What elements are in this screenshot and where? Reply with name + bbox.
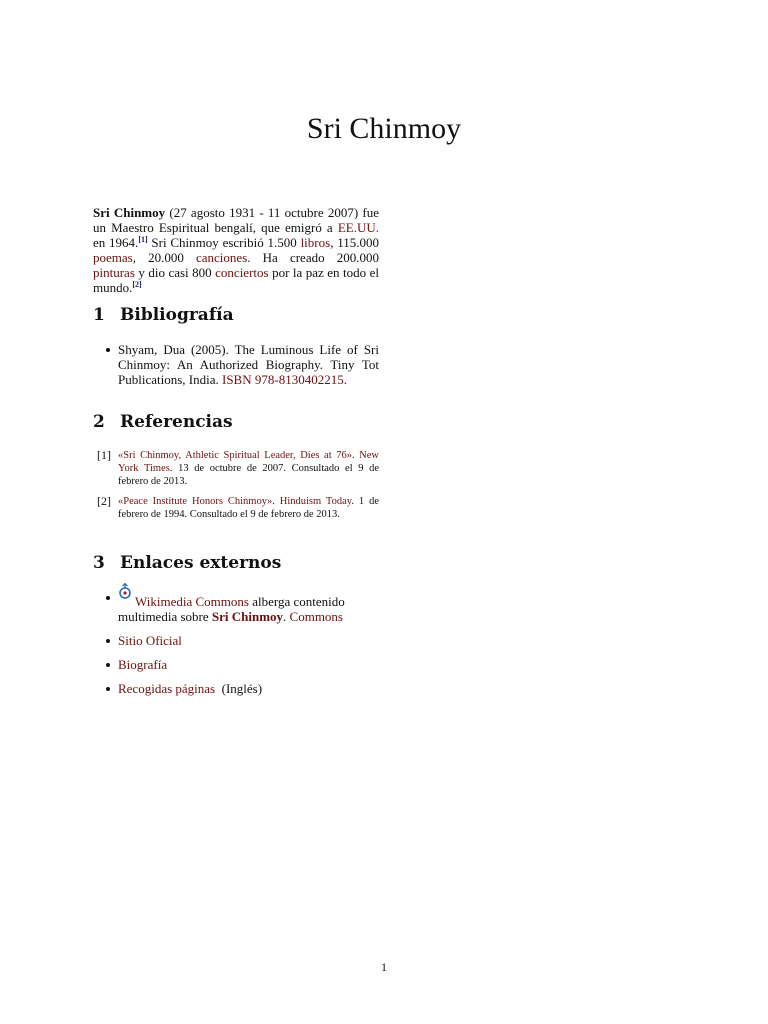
section-number: 3: [93, 553, 105, 573]
section-heading-bibliografia: [93, 305, 234, 325]
list-item: [93, 590, 379, 624]
commons-text: alberga contenido multimedia sobre: [118, 594, 345, 624]
list-item: [93, 342, 379, 387]
intro-text: , 115.000: [330, 235, 379, 250]
reference-sep: .: [272, 496, 280, 507]
reference-number: [2]: [97, 494, 111, 508]
reference-item: [93, 495, 379, 521]
subject-name: Sri Chinmoy: [93, 205, 166, 220]
wikimedia-commons-icon: [118, 583, 132, 597]
reference-details: . 1 de febrero de 1994. Consultado el 9 de febrero de 2013.: [118, 496, 379, 520]
reference-title-link[interactable]: «Sri Chinmoy, Athletic Spiritual Leader, Dies at 76»: [118, 450, 352, 461]
link-pinturas[interactable]: pinturas: [93, 265, 135, 280]
bibliography-end: .: [343, 372, 347, 387]
intro-text: en 1964.: [93, 235, 139, 250]
section-number: 2: [93, 412, 105, 432]
section-number: 1: [93, 305, 105, 325]
reference-number: [1]: [97, 448, 111, 462]
language-note: (Inglés): [215, 681, 263, 696]
references-list: [93, 449, 379, 528]
intro-text: , 20.000: [132, 250, 196, 265]
wikimedia-commons-link[interactable]: Wikimedia Commons: [135, 594, 249, 609]
section-heading-referencias: [93, 412, 233, 432]
reference-title-link[interactable]: «Peace Institute Honors Chinmoy»: [118, 496, 273, 507]
commons-text: .: [283, 609, 290, 624]
link-poemas[interactable]: poemas: [93, 250, 133, 265]
bibliography-text: Shyam, Dua (2005). The Luminous Life of Sri Chinmoy: An Authorized Biography. Tiny Tot Publications, India.: [118, 342, 379, 387]
citation-1: [138, 235, 147, 244]
page-number: 1: [381, 960, 387, 974]
reference-source-link[interactable]: New York Times: [118, 450, 379, 474]
citation-2-link[interactable]: [2]: [132, 280, 142, 289]
commons-link[interactable]: Commons: [289, 609, 343, 624]
reference-sep: .: [351, 450, 360, 461]
biografia-link[interactable]: Biografía: [118, 657, 168, 672]
section-title: Bibliografía: [120, 305, 234, 325]
bibliography-list: [93, 342, 379, 387]
reference-details: . 13 de octubre de 2007. Consultado el 9 de febrero de 2013.: [118, 463, 379, 487]
external-links-list: [93, 590, 379, 705]
link-eeuu[interactable]: EE.UU.: [337, 220, 379, 235]
commons-subject-link[interactable]: Sri Chinmoy: [211, 609, 284, 624]
citation-1-link[interactable]: [1]: [138, 235, 148, 244]
list-item: [93, 681, 379, 696]
reference-source-link[interactable]: Hinduism Today: [279, 496, 352, 507]
intro-text: . Ha creado 200.000: [247, 250, 379, 265]
section-title: Enlaces externos: [120, 553, 282, 573]
intro-paragraph: [93, 205, 379, 295]
section-title: Referencias: [120, 412, 233, 432]
recogidas-paginas-link[interactable]: Recogidas páginas: [118, 681, 216, 696]
intro-text: y dio casi 800: [134, 265, 216, 280]
link-conciertos[interactable]: conciertos: [215, 265, 269, 280]
intro-text: (27 agosto 1931 - 11 octubre 2007) fue un Maestro Espiritual bengalí, que emigró a: [93, 205, 379, 235]
link-canciones[interactable]: canciones: [196, 250, 248, 265]
reference-item: [93, 449, 379, 488]
list-item: [93, 633, 379, 648]
link-libros[interactable]: libros: [300, 235, 331, 250]
isbn-link[interactable]: ISBN 978-8130402215: [222, 372, 344, 387]
section-heading-enlaces: [93, 553, 281, 573]
list-item: [93, 657, 379, 672]
intro-text: por la paz en todo el mundo.: [93, 265, 380, 295]
page-title: Sri Chinmoy: [306, 112, 462, 145]
intro-text: Sri Chinmoy escribió 1.500: [147, 235, 301, 250]
sitio-oficial-link[interactable]: Sitio Oficial: [118, 633, 182, 648]
citation-2: [132, 280, 141, 289]
